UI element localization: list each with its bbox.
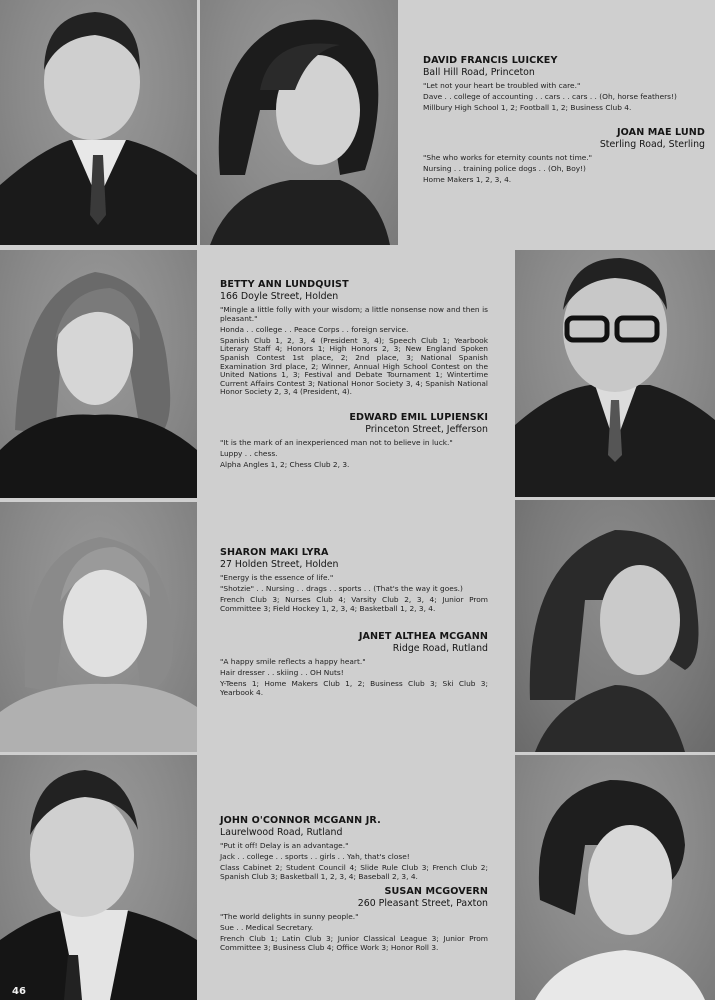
portrait-photo-lupienski [515,250,715,497]
student-name: DAVID FRANCIS LUICKEY [423,55,558,66]
student-quote: "It is the mark of an inexperienced man not to believe in luck." [220,438,453,447]
student-name: JOAN MAE LUND [617,127,705,138]
student-quote: "The world delights in sunny people." [220,912,359,921]
portrait-photo-lund [200,0,398,245]
portrait-photo-mcgovern [515,755,715,1000]
student-quote: "Mingle a little folly with your wisdom; a little nonsense now and then is pleasant." [220,305,488,323]
entry-lyra [220,547,488,616]
student-address: 166 Doyle Street, Holden [220,291,339,302]
student-activities: Alpha Angles 1, 2; Chess Club 2, 3. [220,460,350,470]
student-activities: French Club 3; Nurses Club 4; Varsity Club 2, 3, 4; Junior Prom Committee 3; Field Hockey 1, 2, 3, 4; Basketball 1, 2, 3, 4. [220,595,488,613]
student-activities: Spanish Club 1, 2, 3, 4 (President 3, 4); Speech Club 1; Yearbook Literary Staff 4; Honors 1; High Honors 2, 3; New England Spoken Spanish Contest 1st place, 2; 2nd place, 3; National Spanish Examination 3rd place, 2; Winner, Annual High School Contest on the United Nations 1, 3; Festival and Debate Tournament 1; Wintertime Current Affairs Contest 3; National Honor Society 3, 4; Spanish National Honor Society 2, 3, 4 (President, 4). [220,335,488,397]
student-quote: "A happy smile reflects a happy heart." [220,657,366,666]
entry-mcgovern [220,886,488,955]
student-name: SUSAN MCGOVERN [384,886,488,897]
portrait-photo-lundquist [0,250,197,498]
portrait-female-icon [0,502,197,752]
portrait-photo-lyra [0,502,197,752]
portrait-photo-janet-mcgann [515,500,715,752]
student-quote: "Put it off! Delay is an advantage." [220,841,349,850]
student-activities: Home Makers 1, 2, 3, 4. [423,175,512,185]
student-quote: "Let not your heart be troubled with care." [423,81,581,90]
portrait-female-icon [515,755,715,1000]
entry-lupienski [220,412,488,472]
student-interests: Nursing . . training police dogs . . (Oh, Boy!) [423,164,586,174]
student-address: Ball Hill Road, Princeton [423,67,535,78]
student-address: 260 Pleasant Street, Paxton [357,898,488,909]
student-interests: Honda . . college . . Peace Corps . . foreign service. [220,324,409,334]
student-interests: Hair dresser . . skiing . . OH Nuts! [220,668,344,678]
student-name: JOHN O'CONNOR MCGANN JR. [220,815,381,826]
student-address: Princeton Street, Jefferson [365,424,488,435]
student-address: 27 Holden Street, Holden [220,559,339,570]
student-interests: Dave . . college of accounting . . cars . . cars . . (Oh, horse feathers!) [423,92,677,102]
student-name: SHARON MAKI LYRA [220,547,329,558]
portrait-photo-john-mcgann [0,755,197,1000]
entry-lundquist [220,279,488,399]
portrait-female-icon [515,500,715,752]
page-number: 46 [12,986,26,997]
student-address: Sterling Road, Sterling [599,139,705,150]
entry-janet-mcgann [220,631,488,700]
student-interests: Sue . . Medical Secretary. [220,923,314,933]
student-interests: Jack . . college . . sports . . girls . . Yah, that's close! [220,852,410,862]
student-activities: French Club 1; Latin Club 3; Junior Classical League 3; Junior Prom Committee 3; Business Club 4; Office Work 3; Honor Roll 3. [220,934,488,952]
portrait-female-icon [200,0,398,245]
portrait-photo-luickey [0,0,197,245]
student-name: BETTY ANN LUNDQUIST [220,279,349,290]
portrait-male-icon [0,755,197,1000]
student-name: EDWARD EMIL LUPIENSKI [349,412,488,423]
student-activities: Y-Teens 1; Home Makers Club 1, 2; Business Club 3; Ski Club 3; Yearbook 4. [220,679,488,697]
student-quote: "She who works for eternity counts not time." [423,153,593,162]
entry-lund [423,127,705,187]
student-interests: Luppy . . chess. [220,449,278,459]
student-activities: Class Cabinet 2; Student Council 4; Slide Rule Club 3; French Club 2; Spanish Club 3; Basketball 1, 2, 3, 4; Baseball 2, 3, 4. [220,863,488,881]
student-address: Laurelwood Road, Rutland [220,827,343,838]
portrait-male-icon [0,0,197,245]
student-quote: "Energy is the essence of life." [220,573,334,582]
portrait-male-icon [515,250,715,497]
portrait-female-icon [0,250,197,498]
student-activities: Millbury High School 1, 2; Football 1, 2; Business Club 4. [423,103,632,113]
entry-john-mcgann [220,815,488,884]
student-address: Ridge Road, Rutland [392,643,488,654]
student-name: JANET ALTHEA MCGANN [358,631,488,642]
entry-luickey [423,55,705,115]
student-interests: "Shotzie" . . Nursing . . drags . . sports . . (That's the way it goes.) [220,584,463,594]
